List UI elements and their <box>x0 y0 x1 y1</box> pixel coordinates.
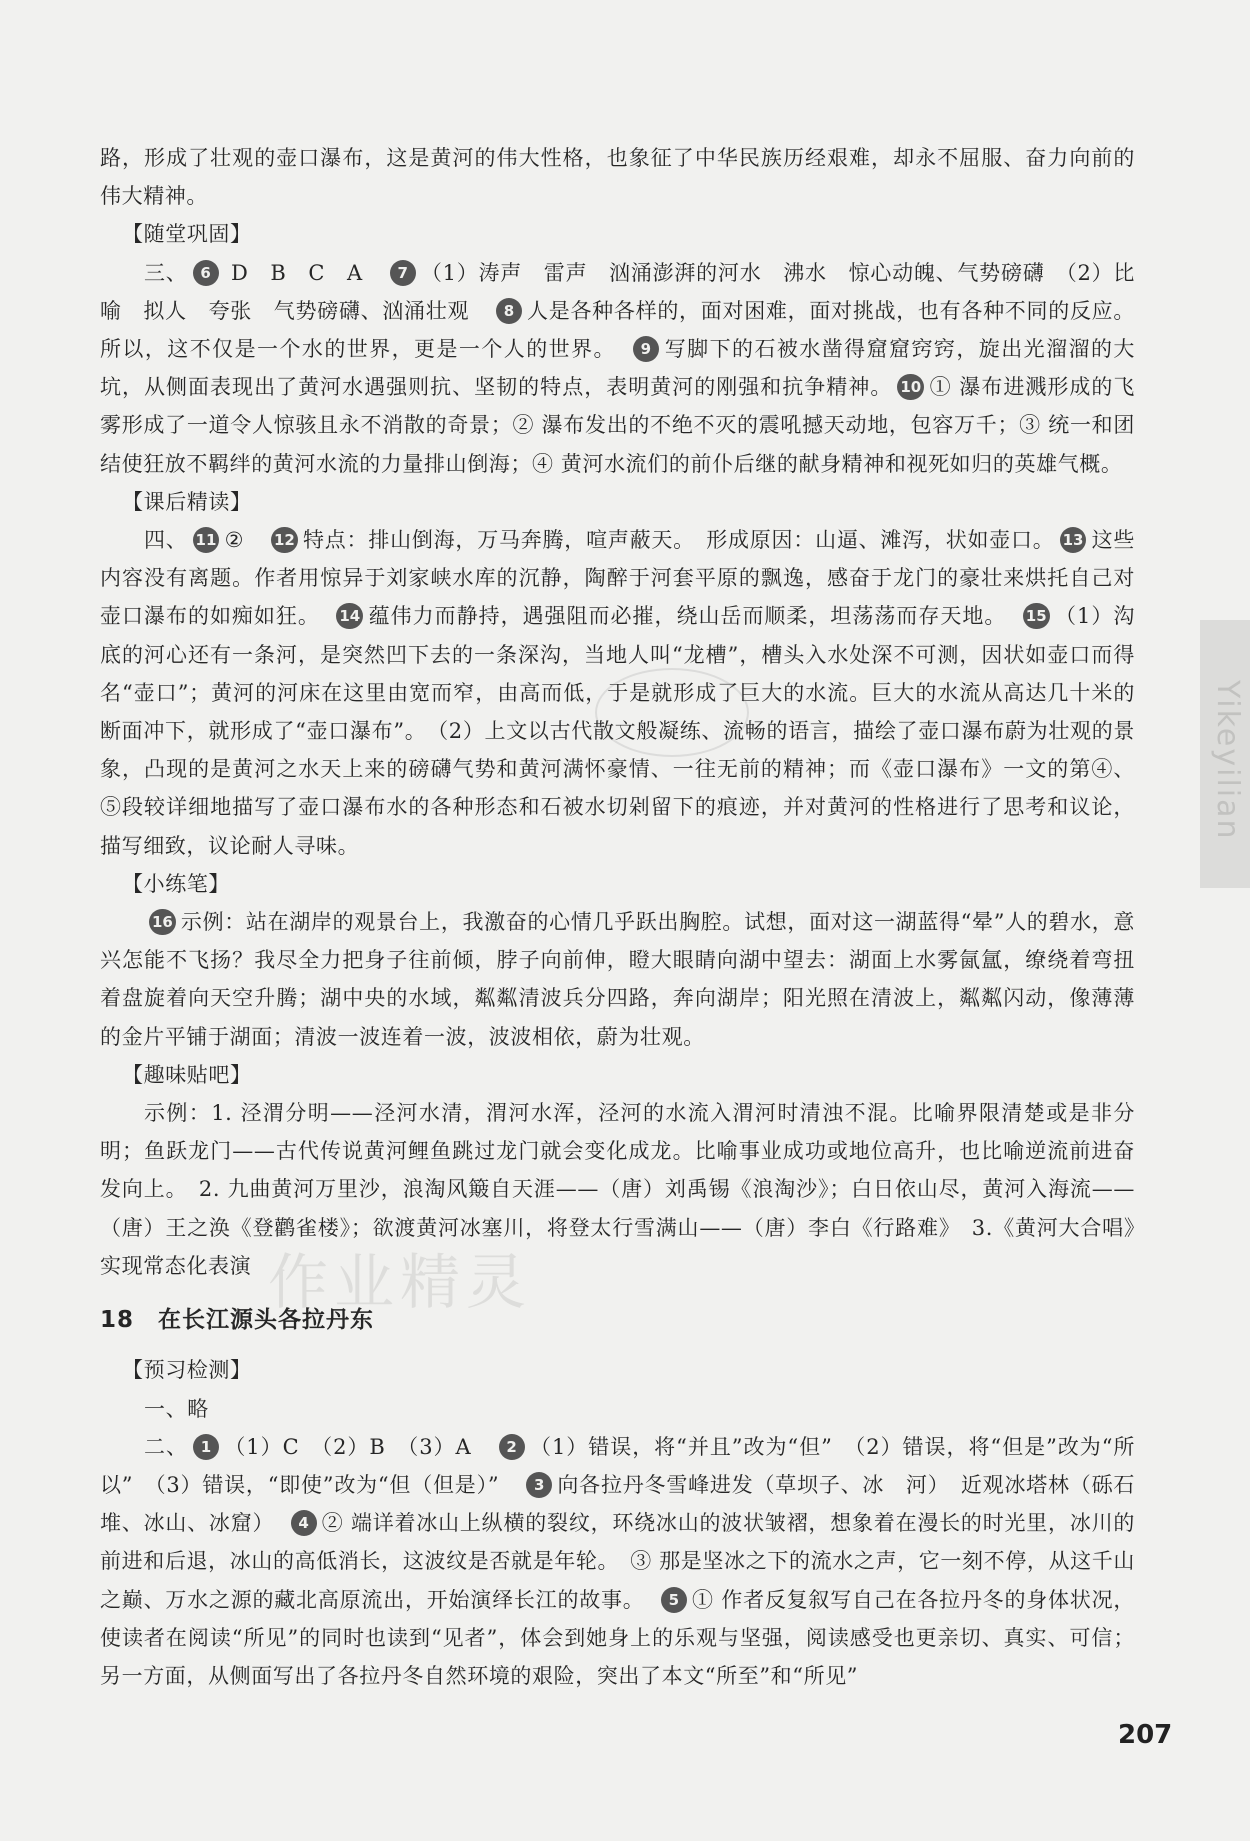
side-tab-label: Yikeyilian <box>1210 680 1245 841</box>
answer-text: ① 瀑布进溅形成的飞雾形成了一道令人惊骇且永不消散的奇景；② 瀑布发出的不绝不灭的震吼撼天动地，包容万千；③ 统一和团结使狂放不羁绊的黄河水流的力量排山倒海；④ 黄河水流们的前仆后继的献身精神和视死如归的英雄气概。 <box>100 375 1135 476</box>
answer-text: 四、 <box>144 528 188 553</box>
answer-paragraph <box>100 254 1135 483</box>
section-heading: 【趣味贴吧】 <box>122 1062 252 1087</box>
side-tab <box>1200 620 1250 888</box>
question-number-badge: 16 <box>149 909 176 935</box>
answer-text: （1）C （2）B （3）A <box>223 1434 494 1459</box>
question-number-badge: 9 <box>633 336 659 362</box>
answer-text: D B C A <box>223 260 385 285</box>
answer-text: 向各拉丹冬雪峰进发（草坝子、冰 河） 近观冰塔林（砾石堆、冰山、冰窟） <box>100 1472 1135 1536</box>
page-content <box>100 139 1135 1695</box>
lesson-title: 18 在长江源头各拉丹东 <box>100 1307 375 1334</box>
section-heading: 【小练笔】 <box>122 871 230 896</box>
answer-text: ② 端详着冰山上纵横的裂纹，环绕冰山的波状皱褶，想象着在漫长的时光里，冰川的前进和后退，冰山的高低消长，这波纹是否就是年轮。 ③ 那是坚冰之下的流水之声，它一刻不停，从这千山之巅、万水之源的藏北高原流出，开始演绎长江的故事。 <box>100 1511 1135 1612</box>
answer-paragraph <box>100 903 1135 1056</box>
answer-text: ① 作者反复叙写自己在各拉丹冬的身体状况，使读者在阅读“所见”的同时也读到“见者”，体会到她身上的乐观与坚强，阅读感受也更亲切、真实、可信；另一方面，从侧面写出了各拉丹冬自然环境的艰险，突出了本文“所至”和“所见” <box>100 1587 1135 1688</box>
answer-text: 特点：排山倒海，万马奔腾，喧声蔽天。 形成原因：山逼、滩泻，状如壶口。 <box>302 528 1055 553</box>
question-number-badge: 4 <box>291 1510 317 1536</box>
page-number: 207 <box>1118 1720 1173 1750</box>
answer-paragraph: 路，形成了壮观的壶口瀑布，这是黄河的伟大性格，也象征了中华民族历经艰难，却永不屈服、奋力向前的伟大精神。 <box>100 146 1135 209</box>
watermark: 作业精灵 <box>268 1248 532 1318</box>
answer-paragraph: 示例：1. 泾渭分明——泾河水清，渭河水浑，泾河的水流入渭河时清浊不混。比喻界限清楚或是非分明；鱼跃龙门——古代传说黄河鲤鱼跳过龙门就会变化成龙。比喻事业成功或地位高升，也比喻逆流前进奋发向上。 2. 九曲黄河万里沙，浪淘风簸自天涯——（唐）刘禹锡《浪淘沙》；白日依山尽，黄河入海流——（唐）王之涣《登鹳雀楼》；欲渡黄河冰塞川，将登太行雪满山——（唐）李白《行路难》 3.《黄河大合唱》实现常态化表演 <box>100 1101 1135 1278</box>
answer-paragraph: 一、略 <box>144 1396 209 1421</box>
question-number-badge: 1 <box>193 1434 219 1460</box>
answer-text: （1）错误，将“并且”改为“但” （2）错误，将“但是”改为“所以” （3）错误，“即使”改为“但（但是）” <box>100 1434 1136 1497</box>
section-heading: 【随堂巩固】 <box>122 222 252 247</box>
answer-text: ② <box>224 528 266 553</box>
faint-stamp <box>595 668 749 757</box>
question-number-badge: 5 <box>661 1587 687 1613</box>
question-number-badge: 8 <box>496 298 522 324</box>
answer-text: 二、 <box>144 1434 188 1459</box>
answer-text: 人是各种各样的，面对困难，面对挑战，也有各种不同的反应。所以，这不仅是一个水的世界，更是一个人的世界。 <box>100 298 1135 362</box>
question-number-badge: 2 <box>499 1434 525 1460</box>
answer-text: 这些内容没有离题。作者用惊异于刘家峡水库的沉静，陶醉于河套平原的飘逸，感奋于龙门的豪壮来烘托自己对壶口瀑布的如痴如狂。 <box>100 528 1135 629</box>
question-number-badge: 15 <box>1023 603 1050 629</box>
question-number-badge: 13 <box>1060 527 1087 553</box>
question-number-badge: 10 <box>897 374 924 400</box>
question-number-badge: 12 <box>271 527 298 553</box>
answer-text: 示例：站在湖岸的观景台上，我激奋的心情几乎跃出胸腔。试想，面对这一湖蓝得“晕”人的碧水，意兴怎能不飞扬？我尽全力把身子往前倾，脖子向前伸，瞪大眼睛向湖中望去：湖面上水雾氤氲，缭绕着弯扭着盘旋着向天空升腾；湖中央的水域，粼粼清波兵分四路，奔向湖岸；阳光照在清波上，粼粼闪动，像薄薄的金片平铺于湖面；清波一波连着一波，波波相依，蔚为壮观。 <box>100 910 1135 1049</box>
question-number-badge: 11 <box>193 527 220 553</box>
answer-text: （1）沟底的河心还有一条河，是突然凹下去的一条深沟，当地人叫“龙槽”，槽头入水处深不可测，因状如壶口而得名“壶口”；黄河的河床在这里由宽而窄，由高而低，于是就形成了巨大的水流。巨大的水流从高达几十米的断面冲下，就形成了“壶口瀑布”。 （2）上文以古代散文般凝练、流畅的语言，描绘了壶口瀑布蔚为壮观的景象，凸现的是黄河之水天上来的磅礴气势和黄河满怀豪情、一往无前的精神；而《壶口瀑布》一文的第④、⑤段较详细地描写了壶口瀑布水的各种形态和石被水切剁留下的痕迹，并对黄河的性格进行了思考和议论，描写细致，议论耐人寻味。 <box>100 604 1135 858</box>
answer-text: 蕴伟力而静持，遇强阻而必摧，绕山岳而顺柔，坦荡荡而存天地。 <box>368 604 1018 629</box>
section-heading: 【课后精读】 <box>122 489 252 514</box>
answer-text: （1）涛声 雷声 汹涌澎湃的河水 沸水 惊心动魄、气势磅礴 （2）比喻 拟人 夸张 气势磅礴、汹涌壮观 <box>100 260 1136 323</box>
question-number-badge: 14 <box>336 603 363 629</box>
section-heading: 【预习检测】 <box>122 1358 252 1383</box>
answer-text: 写脚下的石被水凿得窟窟窍窍，旋出光溜溜的大坑，从侧面表现出了黄河水遇强则抗、坚韧的特点，表明黄河的刚强和抗争精神。 <box>100 337 1135 400</box>
question-number-badge: 3 <box>526 1472 552 1498</box>
question-number-badge: 6 <box>193 260 219 286</box>
answer-paragraph <box>100 1428 1135 1695</box>
question-number-badge: 7 <box>390 260 416 286</box>
answer-text: 三、 <box>144 260 188 285</box>
